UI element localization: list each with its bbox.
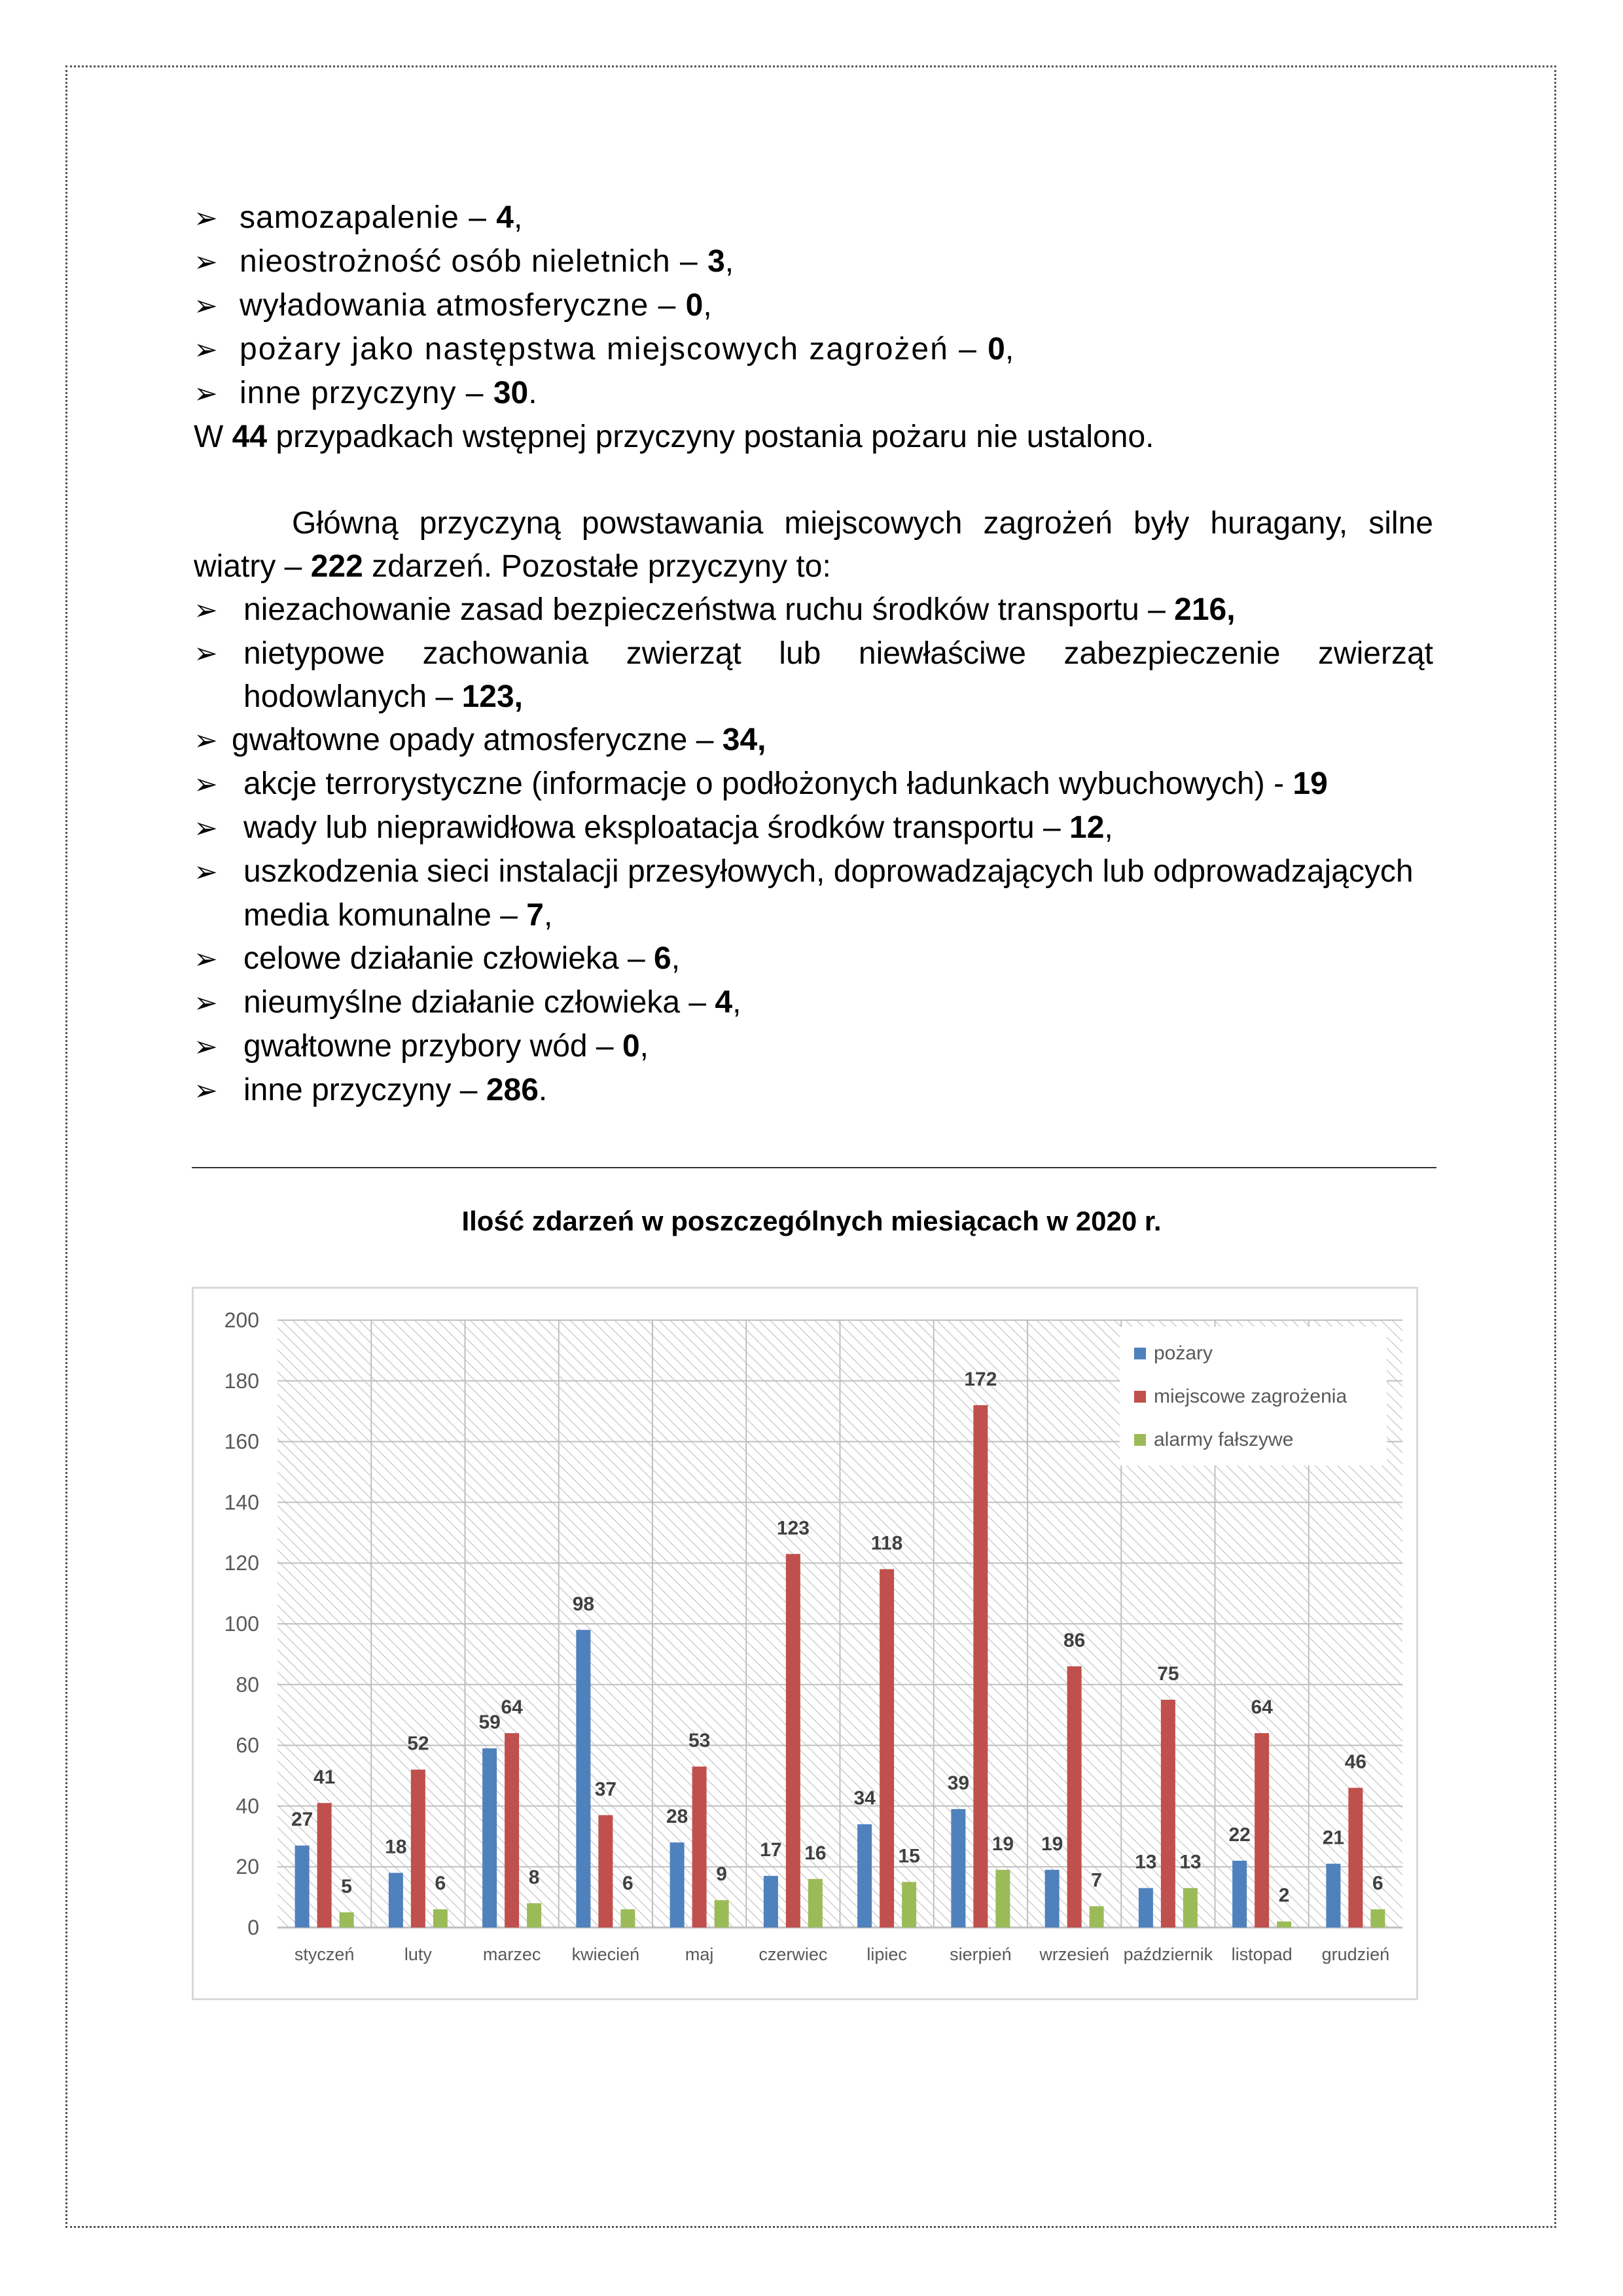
arrow-bullet-icon: ➢ — [194, 246, 218, 278]
arrow-bullet-icon: ➢ — [194, 725, 218, 757]
list-item: ➢ akcje terrorystyczne (informacje o podłożonych ładunkach wybuchowych) - 19 — [194, 762, 1433, 806]
y-tick-label: 120 — [224, 1551, 259, 1575]
bar-pożary — [1232, 1861, 1247, 1928]
bar-miejscowe-zagrożenia — [598, 1815, 613, 1928]
legend-label: miejscowe zagrożenia — [1154, 1386, 1347, 1407]
data-label: 39 — [947, 1772, 970, 1795]
data-label: 2 — [1278, 1884, 1290, 1907]
x-tick-label: sierpień — [950, 1945, 1012, 1964]
list-item: ➢ nietypowe zachowania zwierząt lub niewłaściwe zabezpieczenie zwierząt — [194, 632, 1433, 675]
bar-pożary — [951, 1809, 965, 1928]
bar-pożary — [1326, 1864, 1340, 1928]
arrow-bullet-icon: ➢ — [194, 334, 218, 366]
data-label: 9 — [716, 1863, 727, 1886]
data-label: 37 — [594, 1778, 617, 1801]
data-label: 46 — [1344, 1751, 1367, 1773]
arrow-bullet-icon: ➢ — [194, 768, 218, 800]
legend-swatch — [1134, 1348, 1146, 1359]
y-tick-label: 40 — [236, 1794, 259, 1818]
list-item: ➢ nieostrożność osób nieletnich – 3, — [194, 240, 1433, 284]
bar-alarmy-fałszywe — [808, 1879, 823, 1928]
list-item: ➢ uszkodzenia sieci instalacji przesyłowych, doprowadzających lub odprowadzających — [194, 850, 1433, 894]
x-tick-label: czerwiec — [758, 1945, 828, 1964]
list-item: ➢ samozapalenie – 4, — [194, 196, 1433, 240]
arrow-bullet-icon: ➢ — [194, 378, 218, 410]
arrow-bullet-icon: ➢ — [194, 594, 218, 626]
bar-miejscowe-zagrożenia — [1255, 1733, 1269, 1928]
bar-alarmy-fałszywe — [995, 1870, 1010, 1928]
data-label: 41 — [313, 1766, 336, 1788]
data-label: 172 — [964, 1368, 997, 1390]
list-item-continuation: media komunalne – 7, — [243, 898, 553, 933]
bar-alarmy-fałszywe — [902, 1882, 916, 1928]
data-label: 21 — [1322, 1827, 1345, 1849]
bar-pożary — [295, 1846, 310, 1928]
bar-alarmy-fałszywe — [527, 1903, 541, 1928]
data-label: 13 — [1135, 1851, 1157, 1873]
data-label: 75 — [1157, 1663, 1179, 1685]
document-body — [194, 196, 1433, 1113]
arrow-bullet-icon: ➢ — [194, 812, 218, 844]
bar-alarmy-fałszywe — [340, 1912, 354, 1928]
bar-pożary — [1045, 1870, 1060, 1928]
bar-pożary — [764, 1876, 778, 1928]
hazards-intro-line2: wiatry – 222 zdarzeń. Pozostałe przyczyny to: — [194, 549, 831, 584]
x-tick-label: kwiecień — [571, 1945, 640, 1964]
bar-pożary — [670, 1842, 685, 1928]
data-label: 27 — [291, 1808, 313, 1831]
bar-alarmy-fałszywe — [1183, 1888, 1198, 1928]
data-label: 5 — [341, 1875, 352, 1897]
bar-miejscowe-zagrożenia — [786, 1554, 800, 1928]
bar-alarmy-fałszywe — [1090, 1907, 1104, 1928]
x-tick-label: lipiec — [866, 1945, 907, 1964]
bar-miejscowe-zagrożenia — [692, 1767, 707, 1928]
data-label: 59 — [478, 1712, 501, 1734]
data-label: 6 — [1372, 1873, 1383, 1895]
list-item: ➢ gwałtowne przybory wód – 0, — [194, 1025, 1433, 1069]
data-label: 19 — [1041, 1833, 1063, 1855]
fire-causes-list — [194, 196, 1433, 416]
x-tick-label: maj — [685, 1945, 714, 1964]
bar-alarmy-fałszywe — [1277, 1922, 1291, 1928]
list-item-continuation: hodowlanych – 123, — [243, 679, 523, 714]
y-tick-label: 140 — [224, 1490, 259, 1515]
x-tick-label: luty — [404, 1945, 432, 1964]
data-label: 34 — [853, 1787, 876, 1810]
data-label: 7 — [1091, 1869, 1102, 1892]
x-tick-label: grudzień — [1321, 1945, 1390, 1964]
data-label: 18 — [385, 1836, 407, 1858]
x-tick-label: styczeń — [294, 1945, 355, 1964]
list-item: ➢ niezachowanie zasad bezpieczeństwa ruchu środków transportu – 216, — [194, 588, 1433, 632]
list-item: ➢ wady lub nieprawidłowa eksploatacja środków transportu – 12, — [194, 806, 1433, 850]
list-item: ➢ celowe działanie człowieka – 6, — [194, 937, 1433, 981]
data-label: 17 — [760, 1839, 782, 1861]
arrow-bullet-icon: ➢ — [194, 856, 218, 888]
unknown-cause-sentence: W 44 przypadkach wstępnej przyczyny postania pożaru nie ustalono. — [194, 420, 1154, 454]
bar-miejscowe-zagrożenia — [1348, 1788, 1363, 1928]
monthly-events-bar-chart — [194, 1289, 1416, 1998]
bar-miejscowe-zagrożenia — [317, 1803, 332, 1928]
arrow-bullet-icon: ➢ — [194, 987, 218, 1019]
data-label: 64 — [501, 1696, 523, 1719]
bar-pożary — [576, 1630, 590, 1928]
bar-pożary — [482, 1748, 497, 1928]
data-label: 86 — [1063, 1629, 1086, 1651]
bar-pożary — [1139, 1888, 1153, 1928]
hazard-causes-list — [194, 588, 1433, 1113]
bar-miejscowe-zagrożenia — [505, 1733, 519, 1928]
bar-pożary — [389, 1873, 403, 1928]
arrow-bullet-icon: ➢ — [194, 202, 218, 234]
data-label: 16 — [804, 1842, 827, 1864]
y-tick-label: 200 — [224, 1308, 259, 1332]
list-item: ➢ nieumyślne działanie człowieka – 4, — [194, 981, 1433, 1025]
y-tick-label: 60 — [236, 1733, 259, 1757]
hazards-intro-line1: Główną przyczyną powstawania miejscowych zagrożeń były huragany, silne — [292, 506, 1433, 541]
data-label: 98 — [572, 1593, 595, 1615]
legend-swatch — [1134, 1434, 1146, 1446]
x-tick-label: listopad — [1231, 1945, 1293, 1964]
list-item: ➢ wyładowania atmosferyczne – 0, — [194, 284, 1433, 328]
x-tick-label: marzec — [482, 1945, 541, 1964]
data-label: 22 — [1228, 1823, 1251, 1846]
data-label: 64 — [1251, 1696, 1273, 1719]
data-label: 28 — [666, 1806, 688, 1828]
bar-pożary — [857, 1824, 872, 1928]
arrow-bullet-icon: ➢ — [194, 637, 218, 670]
list-item: ➢ gwałtowne opady atmosferyczne – 34, — [194, 719, 1433, 762]
arrow-bullet-icon: ➢ — [194, 1075, 218, 1107]
y-tick-label: 20 — [236, 1855, 259, 1879]
data-label: 8 — [528, 1866, 540, 1888]
bar-alarmy-fałszywe — [433, 1909, 448, 1928]
arrow-bullet-icon: ➢ — [194, 290, 218, 322]
bar-miejscowe-zagrożenia — [1067, 1666, 1082, 1928]
data-label: 6 — [622, 1873, 633, 1895]
data-label: 118 — [870, 1532, 903, 1554]
bar-miejscowe-zagrożenia — [1161, 1700, 1175, 1928]
data-label: 19 — [991, 1833, 1014, 1855]
y-tick-label: 100 — [224, 1612, 259, 1636]
chart-container — [192, 1287, 1418, 2000]
data-label: 53 — [688, 1730, 711, 1752]
list-item: ➢ inne przyczyny – 286. — [194, 1069, 1433, 1113]
bar-miejscowe-zagrożenia — [411, 1770, 425, 1928]
y-tick-label: 180 — [224, 1369, 259, 1393]
bar-alarmy-fałszywe — [1370, 1909, 1385, 1928]
arrow-bullet-icon: ➢ — [194, 943, 218, 975]
data-label: 6 — [435, 1873, 446, 1895]
bar-alarmy-fałszywe — [620, 1909, 635, 1928]
list-item: ➢ inne przyczyny – 30. — [194, 372, 1433, 416]
x-tick-label: październik — [1123, 1945, 1213, 1964]
bar-alarmy-fałszywe — [715, 1900, 729, 1928]
list-item: ➢ pożary jako następstwa miejscowych zagrożeń – 0, — [194, 328, 1433, 372]
y-tick-label: 0 — [247, 1916, 259, 1939]
bar-miejscowe-zagrożenia — [880, 1569, 894, 1928]
data-label: 123 — [776, 1517, 810, 1539]
legend-label: alarmy fałszywe — [1154, 1429, 1294, 1450]
chart-title: Ilość zdarzeń w poszczególnych miesiącach w 2020 r. — [461, 1206, 1162, 1236]
section-divider — [192, 1167, 1436, 1168]
data-label: 15 — [898, 1845, 920, 1867]
bar-miejscowe-zagrożenia — [973, 1405, 988, 1928]
legend-label: pożary — [1154, 1342, 1213, 1364]
data-label: 13 — [1179, 1851, 1202, 1873]
arrow-bullet-icon: ➢ — [194, 1031, 218, 1063]
x-tick-label: wrzesień — [1039, 1945, 1109, 1964]
data-label: 52 — [407, 1732, 429, 1755]
legend-swatch — [1134, 1391, 1146, 1403]
y-tick-label: 160 — [224, 1429, 259, 1454]
y-tick-label: 80 — [236, 1672, 259, 1696]
